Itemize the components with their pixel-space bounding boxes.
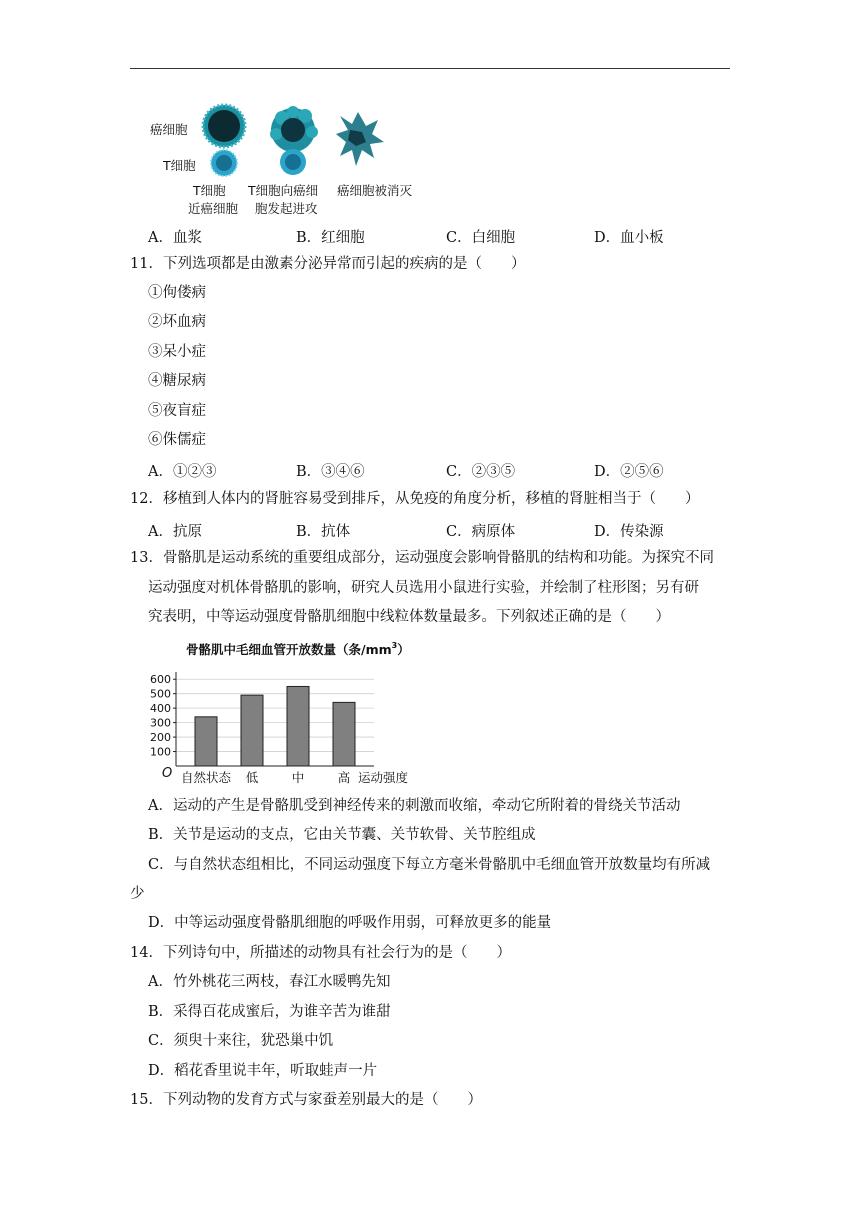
q12-stem: 12．移植到人体内的肾脏容易受到排斥，从免疫的角度分析，移植的肾脏相当于（ ） xyxy=(130,491,700,507)
q13-stem-line-2: 运动强度对机体骨骼肌的影响，研究人员选用小鼠进行实验，并绘制了柱形图；另有研 xyxy=(148,580,699,596)
caption-stage-1-line1: T细胞 xyxy=(193,183,226,198)
q12-option-d: D．传染源 xyxy=(594,524,664,540)
caption-stage-2-line1: T细胞向癌细 xyxy=(248,183,319,198)
q10-option-a: A．血浆 xyxy=(148,230,202,246)
chart-bar-3 xyxy=(333,702,355,766)
q12-option-b: B．抗体 xyxy=(296,524,351,540)
chart-title-close: ） xyxy=(397,642,410,657)
label-t-cell: T细胞 xyxy=(163,158,196,173)
chart-title-superscript: 3 xyxy=(391,641,398,650)
caption-stage-2-line2: 胞发起进攻 xyxy=(255,201,318,216)
q13-stem-line-1: 13．骨骼肌是运动系统的重要组成部分，运动强度会影响骨骼肌的结构和功能。为探究不同 xyxy=(130,550,714,566)
chart-origin: O xyxy=(162,766,173,781)
chart-bar-2 xyxy=(287,686,309,766)
q13-option-a: A．运动的产生是骨骼肌受到神经传来的刺激而收缩，牵动它所附着的骨绕关节活动 xyxy=(148,798,681,814)
capillary-bar-chart xyxy=(148,636,438,788)
chart-ytick-label-400: 400 xyxy=(150,702,171,716)
q11-item-3: ③呆小症 xyxy=(148,344,206,360)
chart-xtick-label-2: 中 xyxy=(291,770,305,785)
chart-bar-0 xyxy=(195,717,217,766)
q11-item-5: ⑤夜盲症 xyxy=(148,403,206,419)
chart-xtick-label-3: 高 xyxy=(337,770,351,785)
q14-option-a: A．竹外桃花三两枝，春江水暖鸭先知 xyxy=(148,974,391,990)
q11-option-a: A．①②③ xyxy=(148,464,217,480)
q11-item-4: ④糖尿病 xyxy=(148,373,206,389)
q13-option-c: C．与自然状态组相比，不同运动强度下每立方毫米骨骼肌中毛细血管开放数量均有所减 xyxy=(148,857,711,873)
chart-ytick-label-100: 100 xyxy=(150,745,171,759)
q11-option-b: B．③④⑥ xyxy=(296,464,365,480)
chart-xtick-label-0: 自然状态 xyxy=(180,770,232,785)
q15-stem: 15．下列动物的发育方式与家蚕差别最大的是（ ） xyxy=(130,1092,482,1108)
q10-option-d: D．血小板 xyxy=(594,230,664,246)
q11-item-2: ②坏血病 xyxy=(148,314,206,330)
q14-option-d: D．稻花香里说丰年，听取蛙声一片 xyxy=(148,1063,378,1079)
q11-option-d: D．②⑤⑥ xyxy=(594,464,664,480)
q11-item-6: ⑥侏儒症 xyxy=(148,432,206,448)
chart-x-axis-label: 运动强度 xyxy=(358,770,409,785)
caption-stage-3-line1: 癌细胞被消灭 xyxy=(337,183,413,198)
chart-ytick-label-200: 200 xyxy=(150,731,171,745)
q11-stem: 11．下列选项都是由激素分泌异常而引起的疾病的是（ ） xyxy=(130,256,526,272)
q13-option-b: B．关节是运动的支点，它由关节囊、关节软骨、关节腔组成 xyxy=(148,827,536,843)
chart-ytick-label-500: 500 xyxy=(150,687,171,701)
chart-ytick-label-300: 300 xyxy=(150,716,171,730)
q14-option-b: B．采得百花成蜜后，为谁辛苦为谁甜 xyxy=(148,1004,391,1020)
q11-option-c: C．②③⑤ xyxy=(446,464,516,480)
q11-item-1: ①佝偻病 xyxy=(148,285,206,301)
chart-xtick-label-1: 低 xyxy=(245,770,259,785)
q10-option-b: B．红细胞 xyxy=(296,230,365,246)
chart-title: 骨骼肌中毛细血管开放数量（条$/mm^3$） xyxy=(186,641,410,657)
chart-svg xyxy=(148,636,438,788)
chart-bar-1 xyxy=(241,695,263,766)
q14-stem: 14．下列诗句中，所描述的动物具有社会行为的是（ ） xyxy=(130,945,511,961)
q12-option-c: C．病原体 xyxy=(446,524,516,540)
label-cancer-cell: 癌细胞 xyxy=(150,122,188,137)
q14-option-c: C．须臾十来往，犹恐巢中饥 xyxy=(148,1033,334,1049)
q13-stem-line-3: 究表明，中等运动强度骨骼肌细胞中线粒体数量最多。下列叙述正确的是（ ） xyxy=(148,609,670,625)
header-rule xyxy=(130,68,730,69)
q13-option-d: D．中等运动强度骨骼肌细胞的呼吸作用弱，可释放更多的能量 xyxy=(148,915,552,931)
q12-option-a: A．抗原 xyxy=(148,524,202,540)
caption-stage-1-line2: 近癌细胞 xyxy=(188,201,239,216)
chart-ytick-label-600: 600 xyxy=(150,673,171,687)
q10-option-c: C．白细胞 xyxy=(446,230,516,246)
q13-option-c-continued: 少 xyxy=(130,886,145,902)
